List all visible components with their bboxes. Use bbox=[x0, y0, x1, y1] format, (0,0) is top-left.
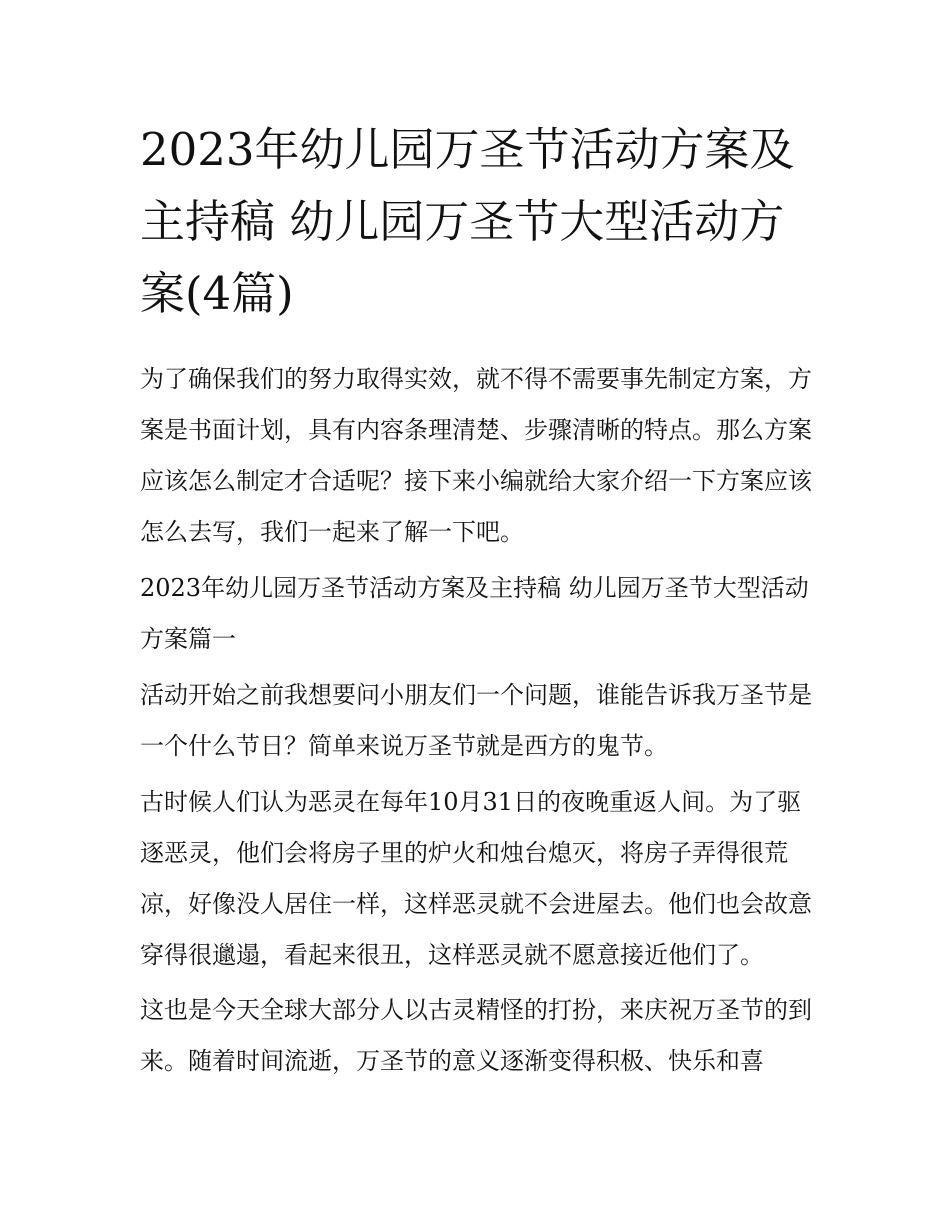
document-body bbox=[140, 354, 812, 1087]
paragraph-section-heading: 2023年幼儿园万圣节活动方案及主持稿 幼儿园万圣节大型活动方案篇一 bbox=[140, 574, 809, 653]
paragraph-history: 古时候人们认为恶灵在每年10月31日的夜晚重返人间。为了驱逐恶灵，他们会将房子里的炉火和烛台熄灭，将房子弄得很荒凉，好像没人居住一样，这样恶灵就不会进屋去。他们也会故意穿得很邋遢，看起来很丑，这样恶灵就不愿意接近他们了。 bbox=[140, 788, 812, 969]
paragraph-celebration: 这也是今天全球大部分人以古灵精怪的打扮，来庆祝万圣节的到来。随着时间流逝，万圣节的意义逐渐变得积极、快乐和喜 bbox=[140, 996, 812, 1075]
paragraph-question: 活动开始之前我想要问小朋友们一个问题，谁能告诉我万圣节是一个什么节日？简单来说万圣节就是西方的鬼节。 bbox=[140, 681, 812, 760]
paragraph-intro: 为了确保我们的努力取得实效，就不得不需要事先制定方案，方案是书面计划，具有内容条理清楚、步骤清晰的特点。那么方案应该怎么制定才合适呢？接下来小编就给大家介绍一下方案应该怎么去写，我们一起来了解一下吧。 bbox=[140, 365, 812, 546]
document-title: 2023年幼儿园万圣节活动方案及主持稿 幼儿园万圣节大型活动方案(4篇) bbox=[140, 123, 795, 320]
